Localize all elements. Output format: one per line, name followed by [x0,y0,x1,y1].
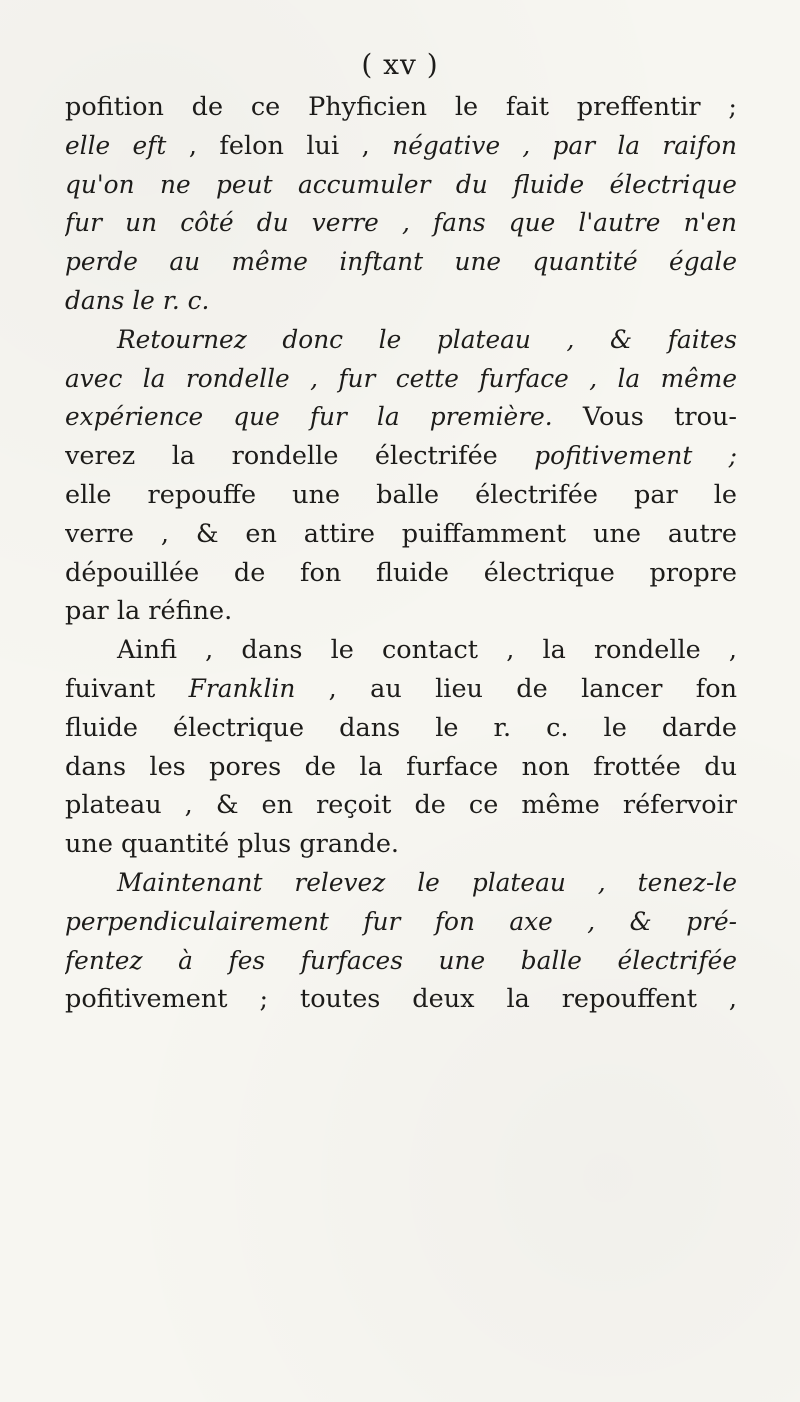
roman-fragment: , au lieu de lancer fon [295,673,737,704]
italic-fragment: pofitivement ; [534,441,737,471]
text-line-18: dans les pores de la furface non frottée du [65,751,737,782]
text-line-1: pofition de ce Phyficien le fait preffentir ; [65,92,737,122]
text-line-20: une quantité plus grande. [65,829,400,860]
italic-fragment: elle eft [65,130,167,160]
roman-fragment: Vous trou- [552,402,737,433]
text-line-10 [65,437,737,476]
text-line-4: fur un côté du verre , fans que l'autre n'en [65,208,737,238]
text-line-11: elle repouffe une balle électrifée par le [65,479,737,510]
roman-fragment: , felon lui , [166,130,393,161]
text-line-14: par la réfine. [65,596,233,627]
roman-fragment: fuivant [65,673,189,704]
text-line-8: avec la rondelle , fur cette furface , la même [65,363,737,393]
text-line-2 [65,127,737,166]
italic-fragment: expérience que fur la première. [65,402,553,432]
text-line-13: dépouillée de fon fluide électrique propre [65,557,737,588]
text-line-5: perde au même inftant une quantité égale [65,247,737,277]
text-line-15: Ainfi , dans le contact , la rondelle , [117,635,737,666]
text-line-24: pofitivement ; toutes deux la repouffent , [65,984,737,1015]
text-line-9 [65,398,737,437]
text-line-7: Retournez donc le plateau , & faites [117,324,737,354]
italic-fragment: Franklin [188,673,296,703]
text-line-3: qu'on ne peut accumuler du fluide électrique [65,169,737,199]
text-line-12: verre , & en attire puiffamment une autre [65,518,737,549]
text-line-21: Maintenant relevez le plateau , tenez-le [117,867,737,897]
text-line-17: fluide électrique dans le r. c. le darde [65,712,737,743]
italic-fragment: négative , par la raifon [392,130,737,160]
body-text [65,88,737,1019]
roman-fragment: verez la rondelle électrifée [65,441,535,472]
page-number: ( xv ) [361,48,439,81]
text-line-23: fentez à fes furfaces une balle électrifée [65,945,737,975]
text-line-6: dans le r. c. [65,285,210,315]
text-line-22: perpendiculairement fur fon axe , & pré- [65,906,737,936]
text-line-16 [65,670,737,709]
text-line-19: plateau , & en reçoit de ce même réfervoir [65,790,737,821]
